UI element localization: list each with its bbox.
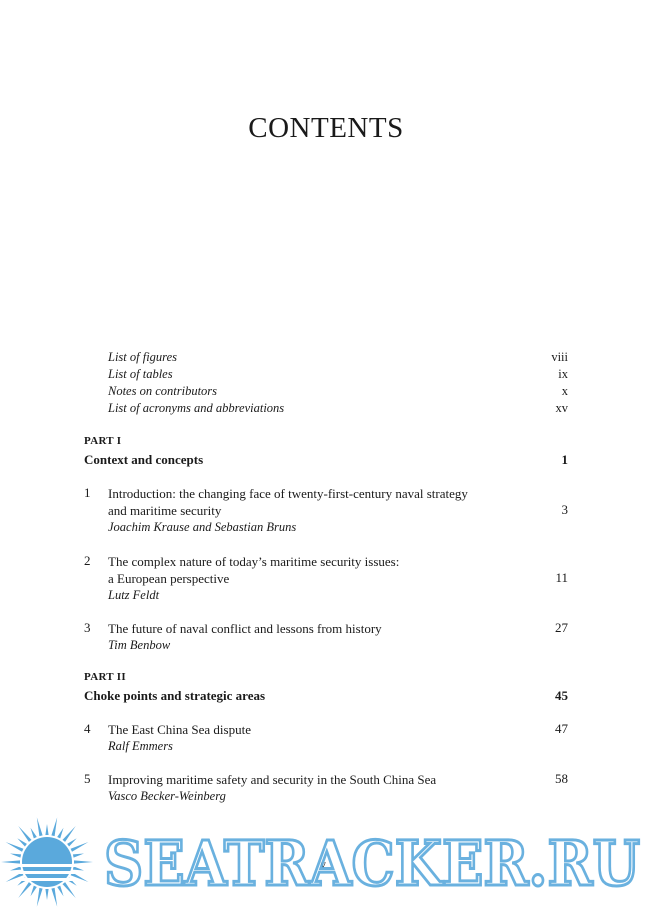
- chapter-author: Tim Benbow: [108, 638, 171, 652]
- chapter-title-line: Introduction: the changing face of twenty-first-century naval strategy: [108, 486, 468, 501]
- chapter-entry: [84, 620, 568, 654]
- page-folio: v: [320, 857, 326, 871]
- chapter-page: 27: [555, 620, 568, 635]
- front-matter-page: ix: [558, 367, 568, 381]
- sun-icon: [1, 817, 93, 907]
- front-matter-label: Notes on contributors: [108, 384, 218, 398]
- front-matter-item: [108, 366, 568, 383]
- front-matter-page: xv: [555, 401, 568, 415]
- chapter-author: Ralf Emmers: [108, 739, 173, 753]
- chapter-entry: [84, 771, 568, 805]
- chapter-title-line: The East China Sea dispute: [108, 722, 251, 737]
- chapter-title-line: a European perspective: [108, 571, 230, 586]
- front-matter-label: List of figures: [108, 350, 177, 364]
- front-matter-item: [108, 349, 568, 366]
- watermark-logo: [0, 812, 652, 911]
- chapter-title-line: The complex nature of today’s maritime security issues:: [108, 554, 400, 569]
- part-page: 45: [555, 688, 568, 703]
- chapter-title-line: Improving maritime safety and security in the South China Sea: [108, 772, 437, 787]
- chapter-number: 3: [84, 620, 91, 635]
- chapter-page: 11: [555, 570, 568, 585]
- chapter-entry: [84, 553, 568, 604]
- chapter-entry: [84, 721, 568, 755]
- chapter-number: 4: [84, 721, 91, 736]
- chapter-number: 5: [84, 771, 91, 786]
- front-matter-page: x: [561, 384, 568, 398]
- chapter-number: 2: [84, 553, 91, 568]
- chapter-author: Vasco Becker-Weinberg: [108, 789, 226, 803]
- chapter-page: 3: [561, 502, 568, 517]
- chapter-author: Joachim Krause and Sebastian Bruns: [108, 520, 297, 534]
- chapter-number: 1: [84, 485, 91, 500]
- watermark-text: SEATRACKER.RU: [104, 827, 640, 900]
- part-label: PART II: [84, 671, 126, 683]
- part-title-text: Context and concepts: [84, 452, 204, 467]
- part-label: PART I: [84, 435, 122, 447]
- part-title: [84, 452, 568, 468]
- part-title: [84, 688, 568, 704]
- chapter-title-line: The future of naval conflict and lessons from history: [108, 621, 382, 636]
- front-matter-page: viii: [551, 350, 568, 364]
- part-title-text: Choke points and strategic areas: [84, 688, 266, 703]
- chapter-page: 58: [555, 771, 568, 786]
- front-matter-label: List of tables: [108, 367, 173, 381]
- chapter-title-line: and maritime security: [108, 503, 222, 518]
- part-page: 1: [561, 452, 568, 467]
- chapter-entry: [84, 485, 568, 536]
- chapter-page: 47: [555, 721, 568, 736]
- front-matter-item: [108, 400, 568, 417]
- chapter-author: Lutz Feldt: [108, 588, 160, 602]
- front-matter-item: [108, 383, 568, 400]
- page-title: CONTENTS: [248, 112, 404, 144]
- front-matter-list: [108, 349, 568, 417]
- front-matter-label: List of acronyms and abbreviations: [108, 401, 285, 415]
